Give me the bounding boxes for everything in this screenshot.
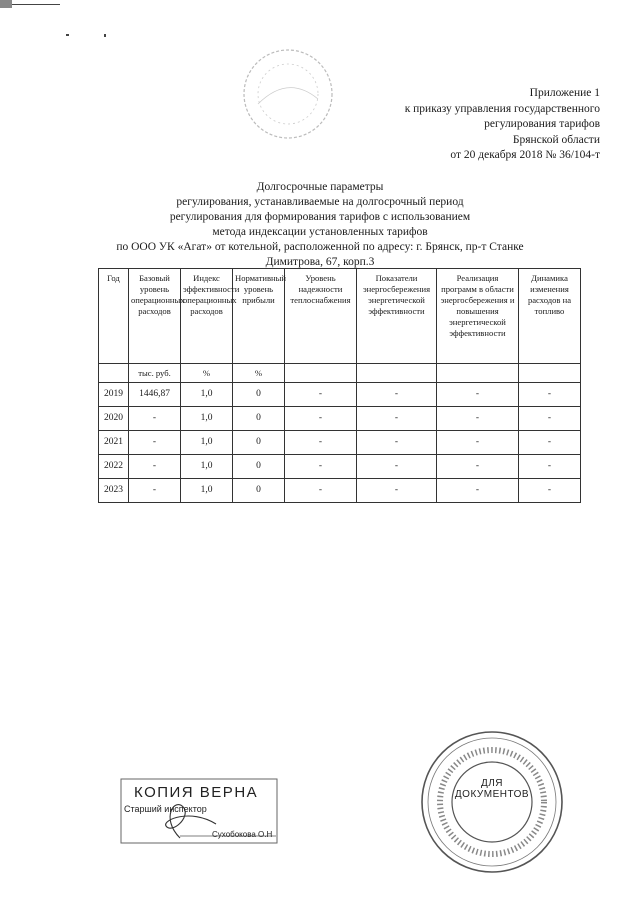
seal-text-line: ДОКУМЕНТОВ bbox=[454, 789, 530, 800]
table-cell: - bbox=[129, 431, 181, 455]
header-cell: Уровень надежности теплоснабжения bbox=[285, 269, 357, 364]
table-row bbox=[99, 383, 581, 407]
appendix-line: регулирования тарифов bbox=[484, 118, 600, 130]
table-cell: - bbox=[437, 455, 519, 479]
table-cell: 1,0 bbox=[181, 383, 233, 407]
copy-verified-stamp bbox=[120, 778, 278, 844]
table-cell: 1446,87 bbox=[129, 383, 181, 407]
copy-stamp-role: Старший инспектор bbox=[124, 804, 207, 814]
documents-seal-text bbox=[452, 778, 532, 800]
scan-artifact-dot bbox=[104, 34, 106, 37]
year-cell: 2019 bbox=[99, 383, 129, 407]
unit-cell: % bbox=[233, 364, 285, 383]
table-cell: 1,0 bbox=[181, 479, 233, 503]
table-cell: - bbox=[519, 455, 581, 479]
table-cell: - bbox=[519, 407, 581, 431]
table-cell: - bbox=[357, 383, 437, 407]
table-cell: - bbox=[357, 407, 437, 431]
table-cell: - bbox=[519, 431, 581, 455]
header-cell: Год bbox=[99, 269, 129, 364]
table-cell: 1,0 bbox=[181, 407, 233, 431]
table-cell: - bbox=[357, 431, 437, 455]
documents-round-seal bbox=[418, 728, 566, 876]
unit-cell bbox=[357, 364, 437, 383]
table-cell: - bbox=[129, 407, 181, 431]
table-cell: - bbox=[437, 431, 519, 455]
appendix-line: Приложение 1 bbox=[529, 87, 600, 99]
table-cell: - bbox=[285, 455, 357, 479]
appendix-line: Брянской области bbox=[512, 133, 600, 146]
table-header-row bbox=[99, 269, 581, 364]
unit-cell bbox=[519, 364, 581, 383]
table-cell: 0 bbox=[233, 479, 285, 503]
table-cell: - bbox=[129, 479, 181, 503]
table-cell: - bbox=[285, 479, 357, 503]
table-cell: - bbox=[519, 479, 581, 503]
scan-artifact-line bbox=[0, 0, 12, 8]
parameters-table bbox=[98, 268, 581, 503]
unit-cell bbox=[99, 364, 129, 383]
header-cell: Реализация программ в области энергосбережения и повышения энергетической эффективности bbox=[437, 269, 519, 364]
appendix-line: от 20 декабря 2018 № 36/104-т bbox=[450, 149, 600, 161]
title-line: метода индексации установленных тарифов bbox=[212, 226, 428, 238]
document-title bbox=[100, 180, 540, 270]
unit-cell bbox=[437, 364, 519, 383]
table-row bbox=[99, 479, 581, 503]
title-line: регулирования, устанавливаемые на долгосрочный период bbox=[176, 196, 464, 208]
table-units-row bbox=[99, 364, 581, 383]
table-cell: - bbox=[129, 455, 181, 479]
year-cell: 2023 bbox=[99, 479, 129, 503]
copy-stamp-name: Сухобокова О.Н bbox=[212, 830, 273, 839]
appendix-reference bbox=[405, 86, 600, 164]
header-cell: Динамика изменения расходов на топливо bbox=[519, 269, 581, 364]
table-cell: 1,0 bbox=[181, 431, 233, 455]
table-cell: 1,0 bbox=[181, 455, 233, 479]
year-cell: 2021 bbox=[99, 431, 129, 455]
title-line: регулирования для формирования тарифов с использованием bbox=[169, 211, 471, 223]
faint-round-seal bbox=[238, 44, 338, 144]
year-cell: 2022 bbox=[99, 455, 129, 479]
unit-cell: тыс. руб. bbox=[129, 364, 181, 383]
header-cell: Нормативный уровень прибыли bbox=[233, 269, 285, 364]
table-cell: 0 bbox=[233, 431, 285, 455]
table-row bbox=[99, 407, 581, 431]
table-cell: 0 bbox=[233, 383, 285, 407]
seal-text-line: ДЛЯ bbox=[480, 778, 504, 789]
table-row bbox=[99, 431, 581, 455]
header-cell: Базовый уровень операционных расходов bbox=[129, 269, 181, 364]
scan-artifact-dot bbox=[66, 34, 69, 36]
year-cell: 2020 bbox=[99, 407, 129, 431]
table-cell: - bbox=[357, 479, 437, 503]
table-cell: - bbox=[357, 455, 437, 479]
table-cell: - bbox=[285, 407, 357, 431]
table-row bbox=[99, 455, 581, 479]
table-cell: - bbox=[437, 407, 519, 431]
appendix-line: к приказу управления государственного bbox=[404, 102, 600, 115]
table-cell: - bbox=[519, 383, 581, 407]
title-line: Долгосрочные параметры bbox=[256, 181, 384, 193]
title-line: Димитрова, 67, корп.3 bbox=[265, 256, 375, 268]
unit-cell bbox=[285, 364, 357, 383]
header-cell: Индекс эффективности операционных расходов bbox=[181, 269, 233, 364]
header-cell: Показатели энергосбережения энергетической эффективности bbox=[357, 269, 437, 364]
table-cell: - bbox=[285, 431, 357, 455]
table-cell: - bbox=[437, 383, 519, 407]
table-cell: 0 bbox=[233, 455, 285, 479]
table-cell: - bbox=[437, 479, 519, 503]
table-cell: 0 bbox=[233, 407, 285, 431]
table-cell: - bbox=[285, 383, 357, 407]
title-line: по ООО УК «Агат» от котельной, расположенной по адресу: г. Брянск, пр-т Станке bbox=[116, 241, 524, 253]
copy-stamp-title: КОПИЯ ВЕРНА bbox=[134, 784, 259, 801]
unit-cell: % bbox=[181, 364, 233, 383]
